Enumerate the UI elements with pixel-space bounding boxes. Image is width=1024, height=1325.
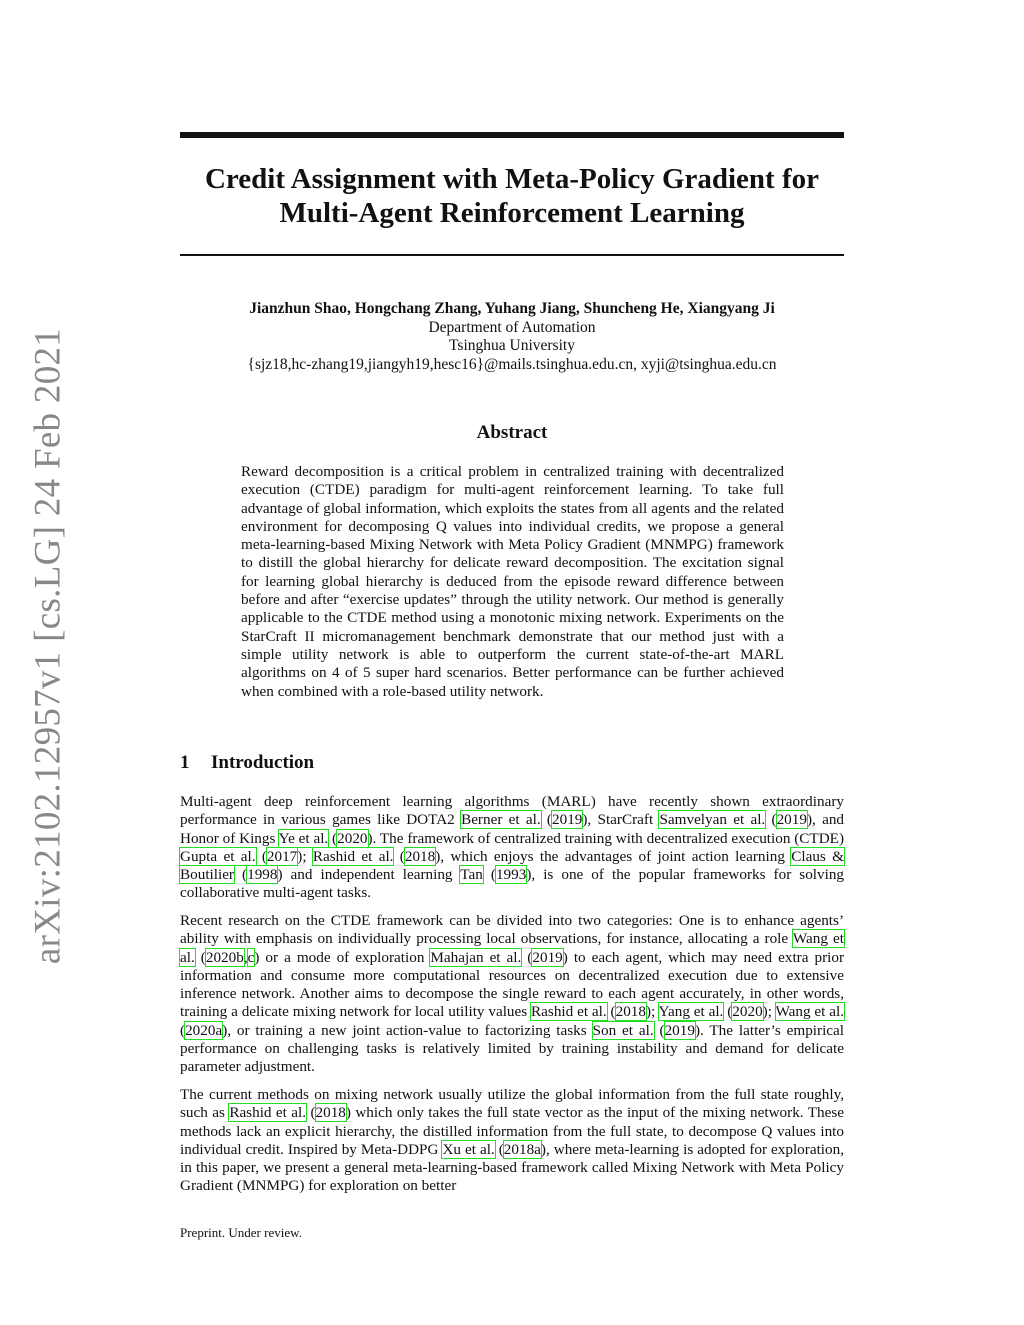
title-top-rule	[180, 132, 844, 138]
citation-year-link[interactable]: 2020a	[185, 1021, 223, 1039]
citation-link[interactable]: Son et al.	[592, 1021, 654, 1039]
citation-link[interactable]: Ye et al.	[278, 829, 329, 847]
citation-link[interactable]: Wang et al.	[775, 1003, 845, 1021]
intro-paragraph-2	[180, 912, 844, 1077]
text-run: ), which enjoys the advantages of joint action learning	[435, 847, 792, 865]
citation-year-link[interactable]: 2019	[776, 811, 807, 829]
text-run: (	[328, 829, 338, 847]
citation-year-link[interactable]: 2018a	[503, 1140, 541, 1158]
citation-link[interactable]: Yang et al.	[658, 1003, 724, 1021]
citation-link[interactable]: Claus & Boutilier	[180, 847, 844, 884]
citation-year-link[interactable]: 2020b	[205, 948, 244, 966]
citation-year-link[interactable]: 2020	[732, 1003, 763, 1021]
citation-year-link[interactable]: 2020	[337, 829, 368, 847]
citation-link[interactable]: Rashid et al.	[531, 1003, 607, 1021]
text-run: ). The framework of centralized training with decentralized execution (CTDE)	[367, 829, 845, 847]
title-line-1: Credit Assignment with Meta-Policy Gradient for	[204, 163, 819, 195]
text-run: ,	[243, 948, 248, 966]
text-run: The current methods on mixing network usually utilize the global information from the full state roughly, such as	[180, 1086, 844, 1122]
author-department: Department of Automation	[428, 318, 596, 336]
citation-year-link[interactable]: 2019	[532, 948, 563, 966]
citation-year-link[interactable]: 2019	[552, 811, 583, 829]
text-run: ), StarCraft	[582, 811, 660, 829]
text-run: Multi-agent deep reinforcement learning algorithms (MARL) have recently shown extraordinary performance in various games like DOTA2	[180, 793, 844, 829]
citation-year-link[interactable]: 2018	[315, 1104, 346, 1122]
text-run: (	[255, 847, 267, 865]
arxiv-identifier: arXiv:2102.12957v1 [cs.LG] 24 Feb 2021	[27, 327, 69, 965]
citation-link[interactable]: Berner et al.	[461, 811, 541, 829]
citation-year-link[interactable]: 2018	[404, 847, 436, 865]
citation-year-link[interactable]: 2018	[615, 1003, 646, 1021]
text-run: ), is one of the popular frameworks for solving collaborative multi-agent tasks.	[180, 866, 845, 902]
section-number: 1	[180, 752, 190, 773]
text-run: (	[653, 1021, 665, 1039]
abstract-text: Reward decomposition is a critical problem in centralized training with decentralized execution (CTDE) paradigm for multi-agent reinforcement learning. To take full advantage of global information, which exploits the states from all agents and the related environment for decomposing Q values into individual credits, we propose a general meta-learning-based Mixing Network with Meta Policy Gradient (MNMPG) framework to distill the global hierarchy for delicate reward decomposition. The excitation signal for learning global hierarchy is deduced from the episode reward difference between before and after “exercise updates” through the utility network. Our method is generally applicable to the CTDE method using a monotonic mixing network. Experiments on the StarCraft II micromanagement benchmark demonstrate that our method just with a simple utility network is able to outperform the current state-of-the-art MARL algorithms on 4 of 5 super hard scenarios. Better performance can be further achieved when combined with a role-based utility network.	[241, 463, 784, 700]
text-run: ), or training a new joint action-value to factorizing tasks	[222, 1021, 593, 1039]
text-run: (	[482, 866, 496, 884]
text-run: (	[606, 1003, 616, 1021]
citation-link[interactable]: Gupta et al.	[180, 847, 256, 865]
citation-link[interactable]: Wang et al.	[180, 930, 844, 966]
text-run: (	[180, 1021, 186, 1039]
citation-year-link[interactable]: c	[247, 948, 255, 966]
citation-link[interactable]: Tan	[460, 866, 483, 884]
citation-link[interactable]: Xu et al.	[442, 1140, 495, 1158]
text-run: (	[234, 866, 248, 884]
text-run: (	[393, 847, 405, 865]
text-run: (	[194, 948, 206, 966]
text-run: );	[762, 1003, 776, 1021]
title-line-2: Multi-Agent Reinforcement Learning	[279, 197, 745, 229]
citation-link[interactable]: Rashid et al.	[312, 847, 394, 865]
text-run: (	[521, 948, 533, 966]
text-run: ), and Honor of Kings	[180, 811, 845, 847]
text-run: ). The latter’s empirical performance on challenging tasks is relatively limited by training instability and demand for delicate parameter adjustment.	[180, 1021, 844, 1076]
citation-year-link[interactable]: 2019	[664, 1021, 695, 1039]
intro-paragraph-3	[180, 1086, 844, 1196]
paper-title	[180, 162, 844, 230]
abstract-heading: Abstract	[476, 422, 548, 443]
text-run: (	[723, 1003, 733, 1021]
footer-note: Preprint. Under review.	[180, 1225, 302, 1240]
text-run: ), where meta-learning is adopted for exploration, in this paper, we present a general meta-learning-based framework called Mixing Network with Meta Policy Gradient (MNMPG) for exploration on better	[180, 1140, 844, 1195]
citation-link[interactable]: Samvelyan et al.	[659, 811, 766, 829]
text-run: Recent research on the CTDE framework can be divided into two categories: One is to enhance agents’ ability with emphasis on individually processing local observations, for instance, allocating a role	[180, 912, 844, 948]
citation-link[interactable]: Rashid et al.	[229, 1104, 307, 1122]
text-run: ) or a mode of exploration	[254, 948, 431, 966]
citation-year-link[interactable]: 1998	[247, 866, 278, 884]
citation-year-link[interactable]: 2017	[266, 847, 298, 865]
text-run: ) and independent learning	[277, 866, 461, 884]
text-run: (	[540, 811, 552, 829]
text-run: );	[645, 1003, 659, 1021]
section-title: Introduction	[211, 752, 315, 773]
text-run: );	[297, 847, 313, 865]
title-bottom-rule	[180, 254, 844, 256]
text-run: (	[306, 1104, 316, 1122]
author-university: Tsinghua University	[449, 337, 575, 354]
text-run: (	[494, 1140, 504, 1158]
section-heading-introduction	[180, 752, 314, 774]
citation-link[interactable]: Mahajan et al.	[430, 948, 522, 966]
text-run: ) which only takes the full state vector as the input of the mixing network. These methods lack an explicit hierarchy, the distilled information from the full state, to decompose Q values into individual credit. Inspired by Meta-DDPG	[180, 1104, 844, 1158]
intro-paragraph-1	[180, 793, 844, 903]
author-emails: {sjz18,hc-zhang19,jiangyh19,hesc16}@mails.tsinghua.edu.cn, xyji@tsinghua.edu.cn	[247, 355, 777, 373]
text-run: (	[765, 811, 777, 829]
text-run: ) to each agent, which may need extra prior information and consume more computational resources on decentralized execution due to extensive inference network. Another aims to decompose the single reward to each agent accurately, in other words, training a delicate mixing network for local utility values	[180, 948, 845, 1021]
author-block	[180, 300, 844, 374]
citation-year-link[interactable]: 1993	[495, 866, 527, 884]
author-names: Jianzhun Shao, Hongchang Zhang, Yuhang Jiang, Shuncheng He, Xiangyang Ji	[249, 300, 775, 317]
